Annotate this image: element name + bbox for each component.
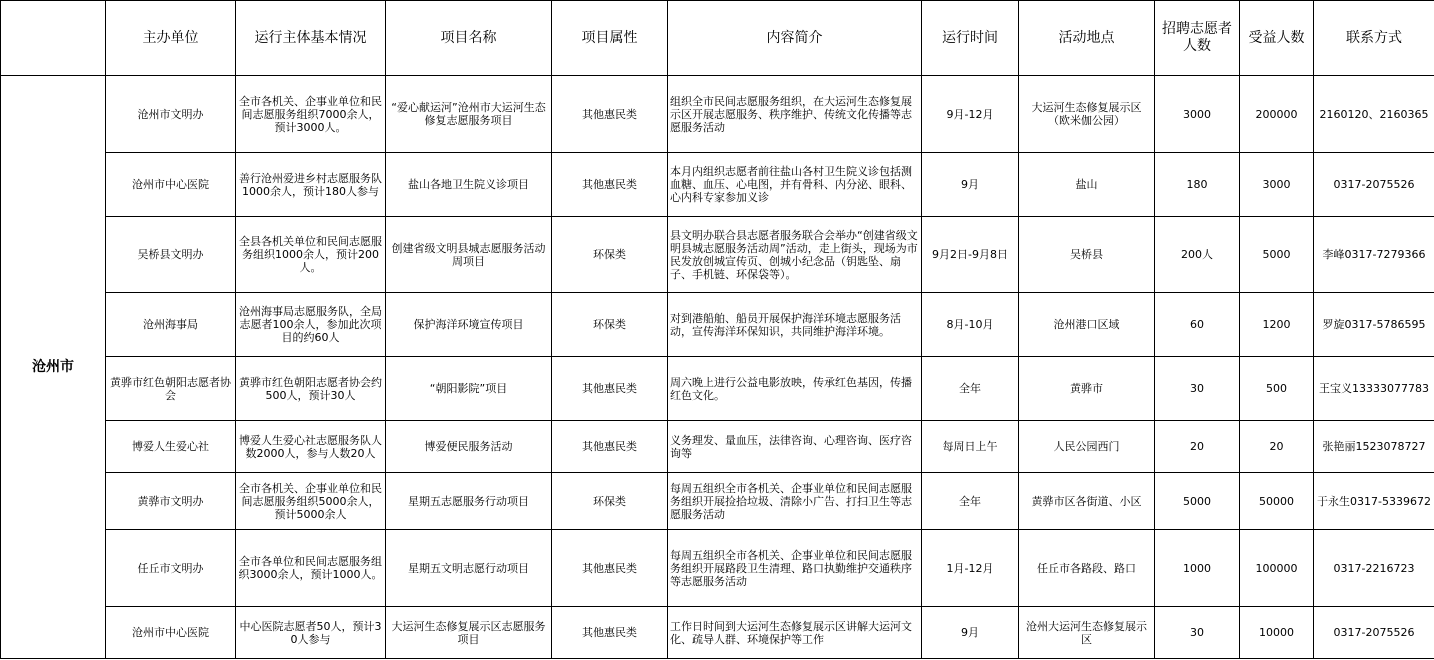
org-cell: 沧州市中心医院 xyxy=(106,607,236,659)
project-cell: 博爱便民服务活动 xyxy=(386,421,552,473)
recruit-cell: 1000 xyxy=(1155,530,1240,607)
org-cell: 沧州市中心医院 xyxy=(106,153,236,217)
contact-cell: 张艳丽1523078727 xyxy=(1314,421,1434,473)
time-cell: 全年 xyxy=(922,357,1019,421)
place-cell: 黄骅市 xyxy=(1019,357,1155,421)
benefit-cell: 1200 xyxy=(1240,293,1314,357)
header-attr: 项目属性 xyxy=(552,1,668,76)
time-cell: 9月2日-9月8日 xyxy=(922,217,1019,293)
recruit-cell: 200人 xyxy=(1155,217,1240,293)
desc-cell: 义务理发、量血压，法律咨询、心理咨询、医疗咨询等 xyxy=(668,421,922,473)
project-cell: “爱心献运河”沧州市大运河生态修复志愿服务项目 xyxy=(386,76,552,153)
attr-cell: 环保类 xyxy=(552,473,668,530)
header-project: 项目名称 xyxy=(386,1,552,76)
place-cell: 黄骅市区各街道、小区 xyxy=(1019,473,1155,530)
org-cell: 沧州市文明办 xyxy=(106,76,236,153)
subject-cell: 博爱人生爱心社志愿服务队人数2000人，参与人数20人 xyxy=(236,421,386,473)
place-cell: 沧州大运河生态修复展示区 xyxy=(1019,607,1155,659)
time-cell: 每周日上午 xyxy=(922,421,1019,473)
project-cell: “朝阳影院”项目 xyxy=(386,357,552,421)
benefit-cell: 200000 xyxy=(1240,76,1314,153)
benefit-cell: 500 xyxy=(1240,357,1314,421)
table-row xyxy=(1,530,1434,607)
benefit-cell: 100000 xyxy=(1240,530,1314,607)
table-row xyxy=(1,293,1434,357)
table-row xyxy=(1,153,1434,217)
time-cell: 全年 xyxy=(922,473,1019,530)
table-row xyxy=(1,357,1434,421)
place-cell: 任丘市各路段、路口 xyxy=(1019,530,1155,607)
recruit-cell: 60 xyxy=(1155,293,1240,357)
desc-cell: 周六晚上进行公益电影放映，传承红色基因，传播红色文化。 xyxy=(668,357,922,421)
time-cell: 9月-12月 xyxy=(922,76,1019,153)
org-cell: 吴桥县文明办 xyxy=(106,217,236,293)
contact-cell: 罗旋0317-5786595 xyxy=(1314,293,1434,357)
desc-cell: 每周五组织全市各机关、企事业单位和民间志愿服务组织开展路段卫生清理、路口执勤维护交通秩序等志愿服务活动 xyxy=(668,530,922,607)
benefit-cell: 10000 xyxy=(1240,607,1314,659)
recruit-cell: 30 xyxy=(1155,607,1240,659)
subject-cell: 全市各机关、企事业单位和民间志愿服务组织7000余人，预计3000人。 xyxy=(236,76,386,153)
desc-cell: 组织全市民间志愿服务组织，在大运河生态修复展示区开展志愿服务、秩序维护、传统文化传播等志愿服务活动 xyxy=(668,76,922,153)
time-cell: 9月 xyxy=(922,607,1019,659)
project-cell: 大运河生态修复展示区志愿服务项目 xyxy=(386,607,552,659)
contact-cell: 于永生0317-5339672 xyxy=(1314,473,1434,530)
desc-cell: 县文明办联合县志愿者服务联合会举办“创建省级文明县城志愿服务活动周”活动，走上街头，现场为市民发放创城宣传页、创城小纪念品（钥匙坠、扇子、手机链、环保袋等）。 xyxy=(668,217,922,293)
header-time: 运行时间 xyxy=(922,1,1019,76)
subject-cell: 全市各机关、企事业单位和民间志愿服务组织5000余人，预计5000余人 xyxy=(236,473,386,530)
desc-cell: 工作日时间到大运河生态修复展示区讲解大运河文化、疏导人群、环境保护等工作 xyxy=(668,607,922,659)
header-benefit: 受益人数 xyxy=(1240,1,1314,76)
project-cell: 星期五志愿服务行动项目 xyxy=(386,473,552,530)
subject-cell: 沧州海事局志愿服务队，全局志愿者100余人，参加此次项目的约60人 xyxy=(236,293,386,357)
table-row xyxy=(1,421,1434,473)
table-row xyxy=(1,217,1434,293)
header-recruit: 招聘志愿者人数 xyxy=(1155,1,1240,76)
place-cell: 沧州港口区域 xyxy=(1019,293,1155,357)
attr-cell: 其他惠民类 xyxy=(552,607,668,659)
org-cell: 黄骅市红色朝阳志愿者协会 xyxy=(106,357,236,421)
header-desc: 内容简介 xyxy=(668,1,922,76)
recruit-cell: 20 xyxy=(1155,421,1240,473)
city-header-cell xyxy=(1,1,106,76)
table-row xyxy=(1,76,1434,153)
project-cell: 创建省级文明县城志愿服务活动周项目 xyxy=(386,217,552,293)
place-cell: 盐山 xyxy=(1019,153,1155,217)
recruit-cell: 5000 xyxy=(1155,473,1240,530)
benefit-cell: 3000 xyxy=(1240,153,1314,217)
attr-cell: 其他惠民类 xyxy=(552,421,668,473)
time-cell: 9月 xyxy=(922,153,1019,217)
subject-cell: 中心医院志愿者50人，预计30人参与 xyxy=(236,607,386,659)
attr-cell: 其他惠民类 xyxy=(552,153,668,217)
header-subject: 运行主体基本情况 xyxy=(236,1,386,76)
contact-cell: 0317-2075526 xyxy=(1314,607,1434,659)
attr-cell: 其他惠民类 xyxy=(552,357,668,421)
subject-cell: 全市各单位和民间志愿服务组织3000余人，预计1000人。 xyxy=(236,530,386,607)
project-cell: 星期五文明志愿行动项目 xyxy=(386,530,552,607)
table-row xyxy=(1,607,1434,659)
attr-cell: 其他惠民类 xyxy=(552,530,668,607)
benefit-cell: 20 xyxy=(1240,421,1314,473)
time-cell: 1月-12月 xyxy=(922,530,1019,607)
project-cell: 保护海洋环境宣传项目 xyxy=(386,293,552,357)
desc-cell: 对到港船舶、船员开展保护海洋环境志愿服务活动，宣传海洋环保知识，共同维护海洋环境。 xyxy=(668,293,922,357)
org-cell: 沧州海事局 xyxy=(106,293,236,357)
header-row xyxy=(1,1,1434,76)
benefit-cell: 5000 xyxy=(1240,217,1314,293)
org-cell: 任丘市文明办 xyxy=(106,530,236,607)
contact-cell: 2160120、2160365 xyxy=(1314,76,1434,153)
time-cell: 8月-10月 xyxy=(922,293,1019,357)
benefit-cell: 50000 xyxy=(1240,473,1314,530)
desc-cell: 每周五组织全市各机关、企事业单位和民间志愿服务组织开展捡拾垃圾、清除小广告、打扫卫生等志愿服务活动 xyxy=(668,473,922,530)
table-row xyxy=(1,473,1434,530)
recruit-cell: 3000 xyxy=(1155,76,1240,153)
attr-cell: 其他惠民类 xyxy=(552,76,668,153)
attr-cell: 环保类 xyxy=(552,293,668,357)
contact-cell: 王宝义13333077783 xyxy=(1314,357,1434,421)
city-cell: 沧州市 xyxy=(1,76,106,659)
header-org: 主办单位 xyxy=(106,1,236,76)
recruit-cell: 30 xyxy=(1155,357,1240,421)
recruit-cell: 180 xyxy=(1155,153,1240,217)
place-cell: 大运河生态修复展示区（欧米伽公园） xyxy=(1019,76,1155,153)
project-cell: 盐山各地卫生院义诊项目 xyxy=(386,153,552,217)
contact-cell: 0317-2216723 xyxy=(1314,530,1434,607)
org-cell: 黄骅市文明办 xyxy=(106,473,236,530)
subject-cell: 全县各机关单位和民间志愿服务组织1000余人，预计200人。 xyxy=(236,217,386,293)
org-cell: 博爱人生爱心社 xyxy=(106,421,236,473)
contact-cell: 李峰0317-7279366 xyxy=(1314,217,1434,293)
header-contact: 联系方式 xyxy=(1314,1,1434,76)
place-cell: 人民公园西门 xyxy=(1019,421,1155,473)
header-place: 活动地点 xyxy=(1019,1,1155,76)
desc-cell: 本月内组织志愿者前往盐山各村卫生院义诊包括测血糖、血压、心电图，并有骨科、内分泌、眼科、心内科专家参加义诊 xyxy=(668,153,922,217)
attr-cell: 环保类 xyxy=(552,217,668,293)
subject-cell: 黄骅市红色朝阳志愿者协会约500人，预计30人 xyxy=(236,357,386,421)
place-cell: 吴桥县 xyxy=(1019,217,1155,293)
subject-cell: 善行沧州爱进乡村志愿服务队1000余人，预计180人参与 xyxy=(236,153,386,217)
contact-cell: 0317-2075526 xyxy=(1314,153,1434,217)
